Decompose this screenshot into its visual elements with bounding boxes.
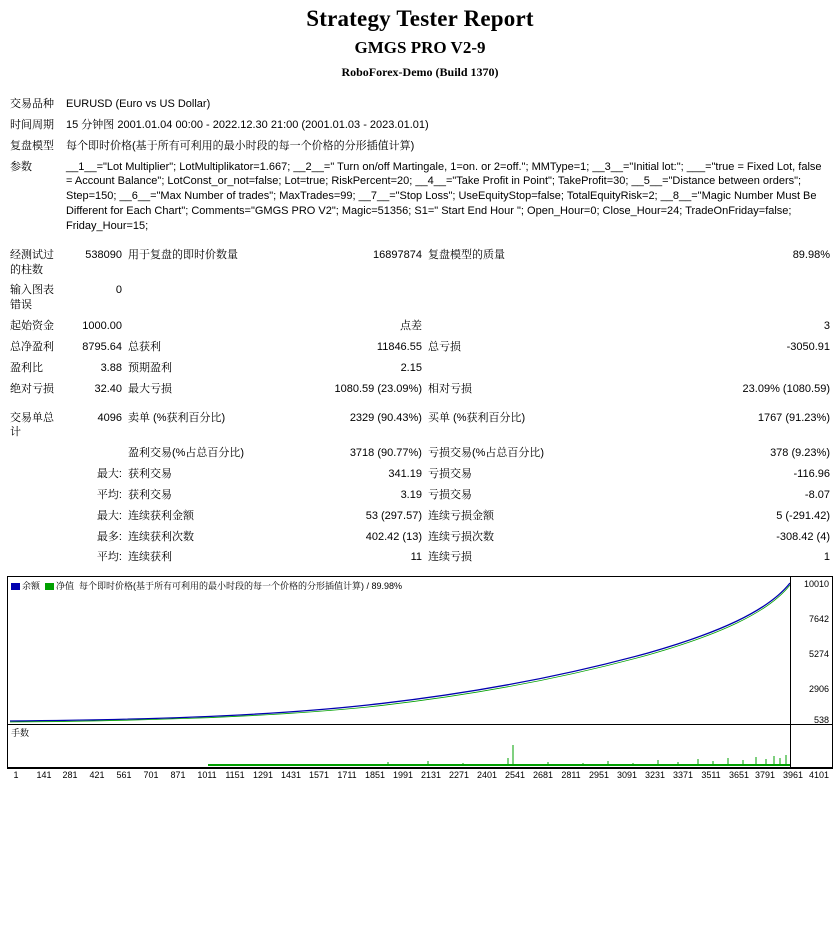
gross-profit-label: 总获利 [127,340,161,353]
page-title: Strategy Tester Report [306,6,534,31]
chart-legend [11,579,402,592]
x-tick-23: 3231 [644,770,666,781]
table-row [7,245,833,281]
table-row [7,157,833,237]
x-tick-26: 3651 [728,770,750,781]
gross-loss-label: 总亏损 [427,340,461,353]
lots-bars-svg [8,725,832,766]
table-row [7,280,833,316]
max-consecutive-loss-label: 连续亏损金额 [427,509,494,522]
gross-loss-value: -3050.91 [786,340,830,353]
spread-value: 3 [823,320,830,333]
most-consecutive-wins-value: 402.42 (13) [365,530,422,543]
expected-payoff-label: 预期盈利 [127,361,172,374]
initial-deposit-value: 1000.00 [82,320,122,333]
avg-consec-label: 平均: [96,551,122,564]
table-row [7,379,833,400]
balance-line [10,583,790,721]
most-consecutive-wins-label: 连续获利次数 [127,530,194,543]
profit-factor-value: 3.88 [100,361,122,374]
avg-profit-trade-label: 获利交易 [127,488,172,501]
total-trades-value: 4096 [97,411,122,424]
chart-y-axis [790,577,832,724]
x-tick-9: 1291 [252,770,274,781]
long-positions-label: 买单 (%获利百分比) [427,411,526,424]
bars-value: 538090 [85,248,122,261]
max-consecutive-profit-label: 连续获利金额 [127,509,194,522]
table-row [7,485,833,506]
absolute-drawdown-label: 绝对亏损 [9,382,54,395]
y-tick-2: 5274 [808,649,829,660]
lots-y-axis [790,725,832,767]
chart-x-axis [7,768,833,782]
loss-trades-label: 亏损交易(%占总百分比) [427,447,545,460]
x-tick-6: 871 [170,770,186,781]
equity-chart [7,576,833,768]
long-positions-value: 1767 (91.23%) [757,411,830,424]
report-header [0,0,840,80]
x-tick-4: 561 [116,770,132,781]
table-row [7,94,833,115]
x-tick-27: 3791 [754,770,776,781]
lots-panel [8,724,832,767]
quality-value: 89.98% [792,248,830,261]
initial-deposit-label: 起始资金 [9,320,54,333]
max-consec-label: 最大: [96,509,122,522]
bars-label: 经测试过的柱数 [9,248,54,276]
y-tick-4: 538 [813,715,829,726]
profit-trades-value: 3718 (90.77%) [349,447,422,460]
avg-consecutive-losses-value: 1 [823,551,830,564]
x-tick-16: 2271 [448,770,470,781]
quality-label: 复盘模型的质量 [427,248,505,261]
x-tick-22: 3091 [616,770,638,781]
expected-payoff-value: 2.15 [400,361,422,374]
params-label: 参数 [9,160,32,173]
table-row [7,506,833,527]
absolute-drawdown-value: 32.40 [94,382,122,395]
x-tick-13: 1851 [364,770,386,781]
table-row [7,527,833,548]
max-consecutive-loss-value: 5 (-291.42) [776,509,830,522]
y-tick-3: 2906 [808,684,829,695]
x-tick-29: 4101 [808,770,830,781]
table-row [7,136,833,157]
avg-profit-trade-value: 3.19 [400,488,422,501]
x-tick-21: 2951 [588,770,610,781]
x-tick-28: 3961 [782,770,804,781]
period-value: 15 分钟图 2001.01.04 00:00 - 2022.12.30 21:00 (2001.01.03 - 2023.01.01) [65,118,429,131]
chart-plot-area [8,577,832,724]
errors-label: 输入图表错误 [9,284,54,312]
net-profit-label: 总净盈利 [9,340,54,353]
table-row [7,358,833,379]
chart-title: 每个即时价格(基于所有可利用的最小时段的每一个价格的分形插值计算) / 89.98% [79,581,403,592]
symbol-label: 交易品种 [9,98,54,110]
short-positions-label: 卖单 (%获利百分比) [127,411,226,424]
x-tick-18: 2541 [504,770,526,781]
x-tick-24: 3371 [672,770,694,781]
report-subtitle: GMGS PRO V2-9 [354,38,486,57]
x-tick-25: 3511 [701,770,721,781]
avg-consecutive-wins-value: 11 [410,551,422,564]
max-loss-trade-label: 亏损交易 [427,468,472,481]
x-tick-5: 701 [143,770,159,781]
max-profit-trade-label: 获利交易 [127,468,172,481]
x-tick-0: 1 [13,770,19,781]
max-loss-trade-value: -116.96 [793,468,830,481]
spacer [7,237,833,245]
x-tick-19: 2681 [532,770,554,781]
x-tick-14: 1991 [392,770,414,781]
table-row [7,115,833,136]
profit-trades-label: 盈利交易(%占总百分比) [127,447,245,460]
symbol-value: EURUSD (Euro vs US Dollar) [65,98,211,110]
max-consecutive-profit-value: 53 (297.57) [365,509,422,522]
x-tick-7: 1011 [197,770,217,781]
ticks-label: 用于复盘的即时价数量 [127,248,238,261]
most-label: 最多: [96,530,122,543]
period-label: 时间周期 [9,118,54,131]
avg-consecutive-wins-label: 连续获利 [127,551,172,564]
avg-loss-trade-label: 亏损交易 [427,488,472,501]
avg-loss-trade-value: -8.07 [804,488,830,501]
avg-consecutive-losses-label: 连续亏损 [427,551,472,564]
spacer [7,400,833,408]
params-value: __1__="Lot Multiplier"; LotMultiplikator=1.667; __2__=" Turn on/off Martingale, 1=on. or 2=off."; MMType=1; __3__="Initial lot:"; ___="true = Fixed Lot, false = Account Balance"; LotConst_or_not=false; Lot=true; RiskPercent=20; __4__="Take Profit in Point"; TakeProfit=30; __5__="Distance between orders"; Step=150; __6__="Max Number of trades"; MaxTrades=99; __7__="Stop Loss"; UseEquityStop=false; TotalEquityRisk=2; __8__="Magic Number Must Be Different for Each Chart"; Comments="GMGS PRO V2"; Magic=51356; S1=" Start End Hour "; Open_Hour=0; Close_Hour=24; TradeOnFriday=false; Friday_Hour=15; [65,160,822,232]
max-profit-trade-value: 341.19 [388,468,422,481]
net-profit-value: 8795.64 [82,340,122,353]
x-tick-2: 281 [62,770,78,781]
gross-profit-value: 11846.55 [376,340,422,353]
lots-panel-label: 手数 [11,728,30,739]
x-tick-11: 1571 [308,770,330,781]
x-tick-8: 1151 [225,770,245,781]
table-row [7,547,833,568]
x-tick-20: 2811 [561,770,581,781]
relative-drawdown-label: 相对亏损 [427,382,472,395]
loss-trades-value: 378 (9.23%) [770,447,830,460]
table-row [7,337,833,358]
x-tick-15: 2131 [420,770,442,781]
y-tick-1: 7642 [808,614,829,625]
model-value: 每个即时价格(基于所有可利用的最小时段的每一个价格的分形插值计算) [65,139,415,152]
x-tick-12: 1711 [337,770,357,781]
table-row [7,443,833,464]
table-row [7,464,833,485]
report-table [7,94,833,568]
relative-drawdown-value: 23.09% (1080.59) [742,382,830,395]
x-tick-1: 141 [36,770,52,781]
table-row [7,316,833,337]
profit-factor-label: 盈利比 [9,361,43,374]
legend-equity-label: 净值 [56,581,75,592]
x-tick-10: 1431 [280,770,302,781]
max-drawdown-label: 最大亏损 [127,382,172,395]
equity-legend-swatch-icon [45,583,54,590]
legend-balance-label: 余额 [22,581,41,592]
max-drawdown-value: 1080.59 (23.09%) [334,382,422,395]
balance-curve-svg [8,577,832,724]
x-tick-3: 421 [89,770,105,781]
x-tick-17: 2401 [476,770,498,781]
avg-label: 平均: [96,488,122,501]
balance-legend-swatch-icon [11,583,20,590]
most-consecutive-losses-label: 连续亏损次数 [427,530,494,543]
model-label: 复盘模型 [9,139,54,152]
total-trades-label: 交易单总计 [9,411,54,439]
errors-value: 0 [115,284,122,297]
ticks-value: 16897874 [373,248,422,261]
y-tick-0: 10010 [803,579,829,590]
spread-label: 点差 [399,320,422,333]
report-broker: RoboForex-Demo (Build 1370) [341,65,499,79]
max-label: 最大: [96,468,122,481]
short-positions-value: 2329 (90.43%) [349,411,422,424]
table-row [7,408,833,444]
most-consecutive-losses-value: -308.42 (4) [776,530,830,543]
